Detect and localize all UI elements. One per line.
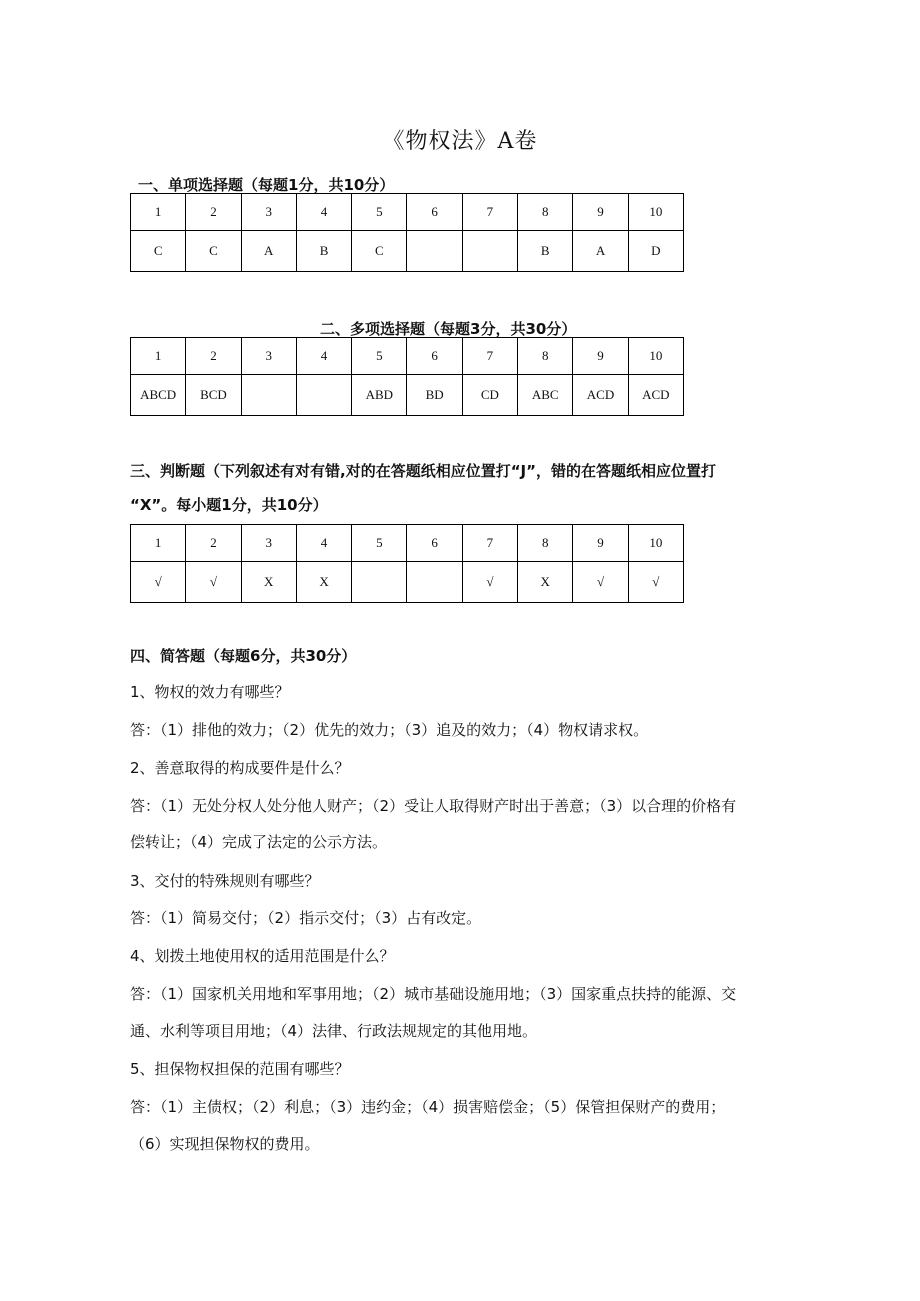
table-cell: 5: [352, 338, 407, 375]
table-cell: 10: [628, 525, 683, 562]
section3-number-row: [131, 525, 684, 562]
table-cell: [352, 562, 407, 603]
table-cell: CD: [462, 375, 517, 416]
table-cell: B: [296, 231, 351, 272]
section2-heading: 二、多项选择题（每题3分，共30分）: [320, 320, 577, 338]
table-cell: 7: [462, 525, 517, 562]
table-cell: 9: [573, 194, 628, 231]
table-cell: 3: [241, 525, 296, 562]
table-cell: 8: [518, 338, 573, 375]
table-cell: [407, 231, 462, 272]
question-4: 4、划拨土地使用权的适用范围是什么？: [130, 947, 395, 965]
table-cell: ABCD: [131, 375, 186, 416]
section4-heading: 四、简答题（每题6分，共30分）: [130, 647, 357, 665]
table-cell: C: [352, 231, 407, 272]
section3-heading-line1: 三、判断题（下列叙述有对有错,对的在答题纸相应位置打“J”，错的在答题纸相应位置打: [130, 462, 717, 480]
table-cell: A: [241, 231, 296, 272]
table-cell: 9: [573, 338, 628, 375]
table-cell: C: [131, 231, 186, 272]
table-cell: 2: [186, 194, 241, 231]
table-cell: 1: [131, 338, 186, 375]
table-cell: [407, 562, 462, 603]
table-cell: √: [573, 562, 628, 603]
answer-5-line1: 答：（1）主债权；（2）利息；（3）违约金；（4）损害赔偿金；（5）保管担保财产的费用；: [130, 1098, 726, 1116]
answer-3: 答：（1）简易交付；（2）指示交付；（3）占有改定。: [130, 909, 482, 927]
section1-heading: 一、单项选择题（每题1分，共10分）: [138, 176, 395, 194]
section3-heading-line2: “X”。每小题1分，共10分）: [130, 496, 328, 514]
section2-answer-table: [130, 337, 684, 416]
section1-number-row: [131, 194, 684, 231]
document-title: 《物权法》A卷: [382, 129, 538, 154]
table-cell: 10: [628, 194, 683, 231]
table-cell: √: [186, 562, 241, 603]
table-cell: X: [296, 562, 351, 603]
table-cell: ACD: [628, 375, 683, 416]
section2-number-row: [131, 338, 684, 375]
table-cell: 5: [352, 194, 407, 231]
table-cell: A: [573, 231, 628, 272]
table-cell: 9: [573, 525, 628, 562]
table-cell: X: [241, 562, 296, 603]
section3-answer-row: [131, 562, 684, 603]
table-cell: BCD: [186, 375, 241, 416]
section3-answer-table: [130, 524, 684, 603]
table-cell: 7: [462, 338, 517, 375]
table-cell: 3: [241, 338, 296, 375]
table-cell: 6: [407, 338, 462, 375]
answer-1: 答：（1）排他的效力；（2）优先的效力；（3）追及的效力；（4）物权请求权。: [130, 721, 649, 739]
table-cell: BD: [407, 375, 462, 416]
table-cell: 3: [241, 194, 296, 231]
table-cell: ABD: [352, 375, 407, 416]
section2-answer-row: [131, 375, 684, 416]
table-cell: [462, 231, 517, 272]
answer-5-line2: （6）实现担保物权的费用。: [130, 1135, 320, 1153]
table-cell: 6: [407, 194, 462, 231]
section1-answer-row: [131, 231, 684, 272]
table-cell: X: [518, 562, 573, 603]
table-cell: 4: [296, 194, 351, 231]
table-cell: [241, 375, 296, 416]
table-cell: ACD: [573, 375, 628, 416]
answer-4-line2: 通、水利等项目用地；（4）法律、行政法规规定的其他用地。: [130, 1022, 538, 1040]
table-cell: 2: [186, 525, 241, 562]
table-cell: C: [186, 231, 241, 272]
table-cell: 10: [628, 338, 683, 375]
table-cell: 4: [296, 338, 351, 375]
table-cell: √: [131, 562, 186, 603]
table-cell: 8: [518, 194, 573, 231]
table-cell: 5: [352, 525, 407, 562]
table-cell: √: [628, 562, 683, 603]
table-cell: 8: [518, 525, 573, 562]
table-cell: 1: [131, 194, 186, 231]
question-2: 2、善意取得的构成要件是什么？: [130, 759, 350, 777]
table-cell: √: [462, 562, 517, 603]
table-cell: 1: [131, 525, 186, 562]
table-cell: 7: [462, 194, 517, 231]
answer-4-line1: 答：（1）国家机关用地和军事用地；（2）城市基础设施用地；（3）国家重点扶持的能源、交: [130, 985, 737, 1003]
table-cell: [296, 375, 351, 416]
question-5: 5、担保物权担保的范围有哪些？: [130, 1060, 350, 1078]
table-cell: ABC: [518, 375, 573, 416]
question-3: 3、交付的特殊规则有哪些？: [130, 872, 320, 890]
table-cell: B: [518, 231, 573, 272]
table-cell: 6: [407, 525, 462, 562]
table-cell: D: [628, 231, 683, 272]
question-1: 1、物权的效力有哪些？: [130, 683, 290, 701]
section1-answer-table: [130, 193, 684, 272]
table-cell: 4: [296, 525, 351, 562]
answer-2-line2: 偿转让；（4）完成了法定的公示方法。: [130, 833, 388, 851]
answer-2-line1: 答：（1）无处分权人处分他人财产；（2）受让人取得财产时出于善意；（3）以合理的价格有: [130, 797, 737, 815]
table-cell: 2: [186, 338, 241, 375]
